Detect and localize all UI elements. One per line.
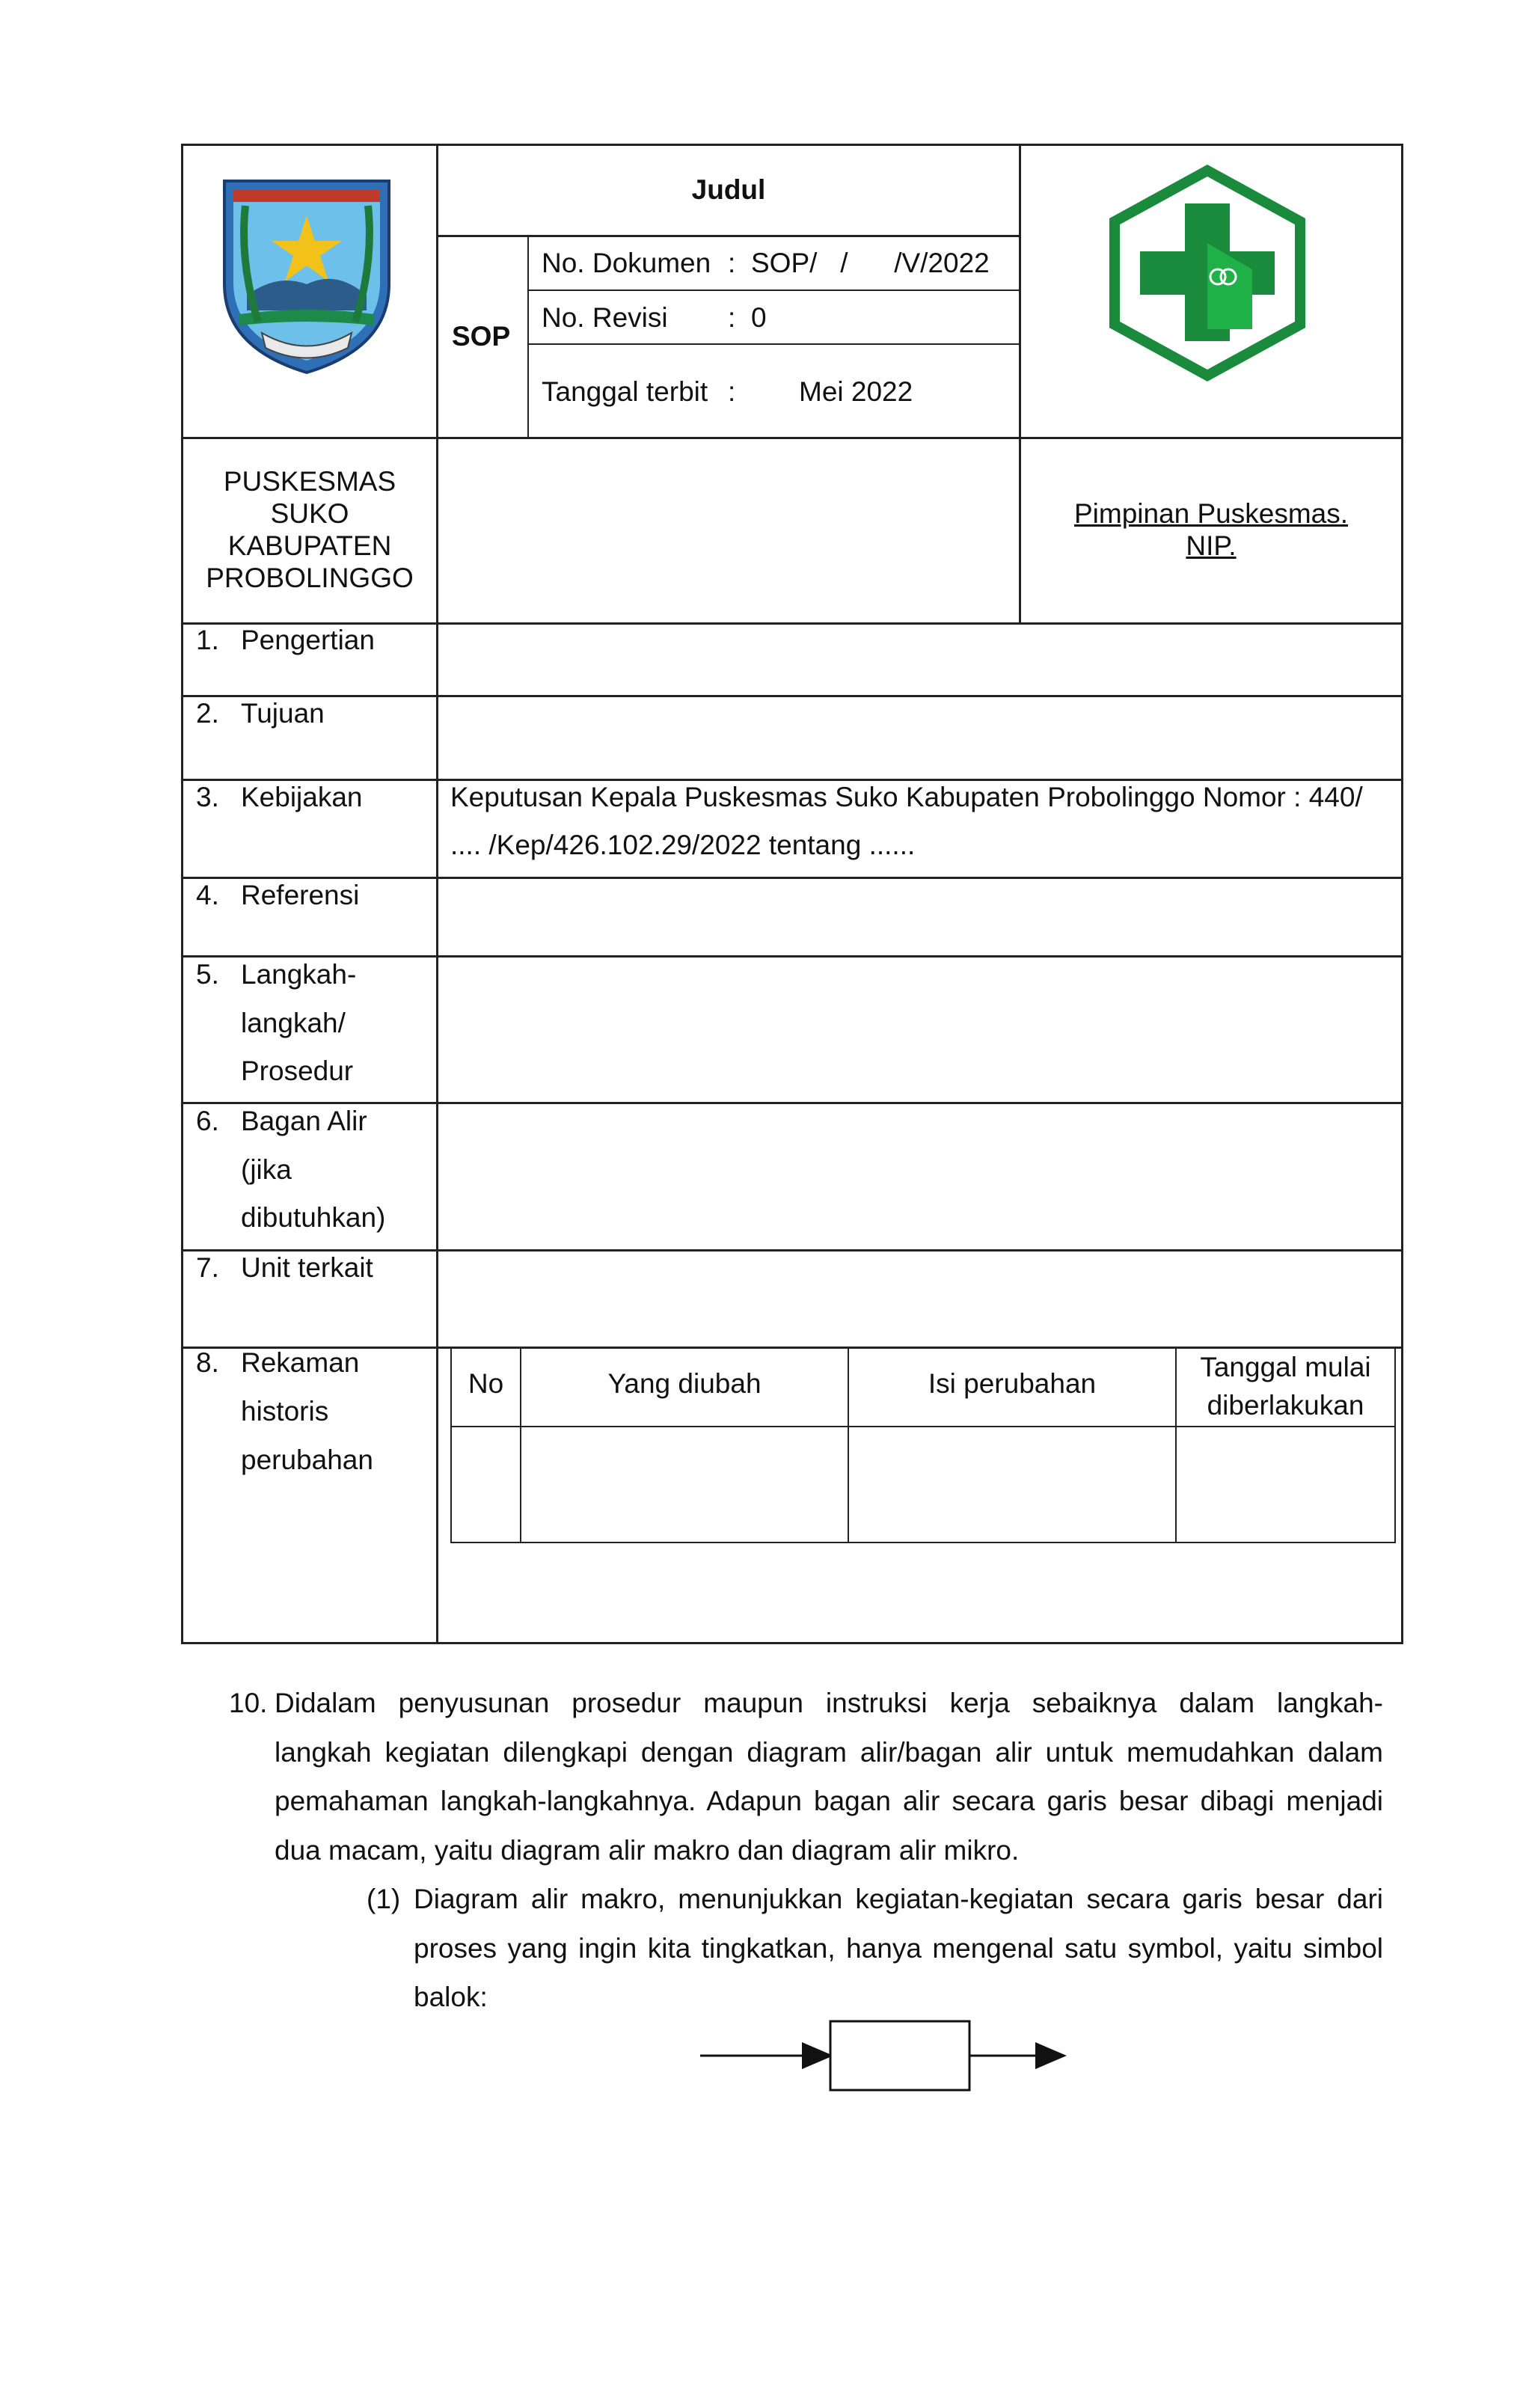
- organization-name: [183, 465, 436, 594]
- org-line-1: PUSKESMAS: [223, 466, 396, 497]
- history-col-no: No: [468, 1368, 504, 1399]
- section-3-content-line-1: Keputusan Kepala Puskesmas Suko Kabupaten Probolinggo Nomor : 440/: [450, 782, 1363, 812]
- section-8-label-line-3: perubahan: [241, 1445, 373, 1475]
- note-10-line-3: pemahaman langkah-langkahnya. Adapun bagan alir secara garis besar dibagi menjadi: [275, 1786, 1383, 1816]
- section-6-label-line-2: (jika: [241, 1154, 292, 1185]
- section-4-label: Referensi: [241, 880, 360, 910]
- note-10-paragraph: [275, 1679, 1383, 1875]
- section-6-label-line-1: Bagan Alir: [241, 1106, 367, 1136]
- note-10-line-4: dua macam, yaitu diagram alir makro dan diagram alir mikro.: [275, 1834, 1020, 1866]
- revision-separator: :: [728, 302, 736, 333]
- org-line-3: KABUPATEN: [227, 530, 392, 561]
- section-3-label: Kebijakan: [241, 782, 363, 812]
- issue-date-value: Mei 2022: [799, 376, 913, 407]
- section-6-number: 6.: [196, 1106, 219, 1136]
- section-5-label-line-2: langkah/: [241, 1008, 346, 1038]
- history-col-changed: Yang diubah: [607, 1368, 762, 1399]
- section-1-label: Pengertian: [241, 625, 375, 655]
- doc-number-value: SOP/ / /V/2022: [751, 248, 990, 278]
- flow-process-box-icon: [696, 2012, 1070, 2102]
- note-1-paragraph: [414, 1875, 1383, 2022]
- issue-date-separator: :: [728, 376, 736, 407]
- puskesmas-cross-icon: [1106, 165, 1309, 382]
- signatory-title: Pimpinan Puskesmas.: [1073, 498, 1349, 529]
- macro-flow-diagram: [696, 2012, 1070, 2102]
- org-line-2: SUKO: [270, 498, 349, 529]
- note-1-number: (1): [367, 1884, 401, 1914]
- note-1-line-3: balok:: [414, 1982, 488, 2012]
- section-3-content-line-2: .... /Kep/426.102.29/2022 tentang ......: [450, 830, 916, 860]
- revision-value: 0: [751, 302, 767, 333]
- section-7-label: Unit terkait: [241, 1252, 373, 1283]
- history-col-content: Isi perubahan: [928, 1368, 1097, 1399]
- issue-date-label: Tanggal terbit: [542, 376, 708, 407]
- signatory-nip: NIP.: [1186, 530, 1237, 561]
- section-8-number: 8.: [196, 1347, 219, 1378]
- section-1-number: 1.: [196, 625, 219, 655]
- history-col-date: [1177, 1348, 1394, 1424]
- revision-label: No. Revisi: [542, 302, 668, 333]
- section-5-label-line-3: Prosedur: [241, 1056, 354, 1086]
- history-col-date-line-1: Tanggal mulai: [1200, 1352, 1371, 1382]
- sop-label: SOP: [452, 321, 511, 352]
- section-8-label-line-2: historis: [241, 1396, 329, 1427]
- kabupaten-crest-logo: [217, 172, 396, 382]
- signatory-block: [1021, 497, 1401, 562]
- doc-number-label: No. Dokumen: [542, 248, 711, 278]
- section-6-label-line-3: dibutuhkan): [241, 1202, 386, 1233]
- note-10-line-2: langkah kegiatan dilengkapi dengan diagram alir/bagan alir untuk memudahkan dalam: [275, 1736, 1383, 1768]
- section-4-number: 4.: [196, 880, 219, 910]
- section-2-label: Tujuan: [241, 698, 325, 729]
- section-7-number: 7.: [196, 1252, 219, 1283]
- org-line-4: PROBOLINGGO: [206, 563, 414, 593]
- document-title: Judul: [691, 174, 766, 205]
- puskesmas-logo: [1106, 165, 1309, 382]
- doc-number-separator: :: [728, 248, 736, 278]
- section-8-label-line-1: Rekaman: [241, 1347, 360, 1378]
- section-2-number: 2.: [196, 698, 219, 729]
- section-5-number: 5.: [196, 959, 219, 990]
- section-5-label-line-1: Langkah-: [241, 959, 357, 990]
- note-10-line-1: Didalam penyusunan prosedur maupun instruksi kerja sebaiknya dalam langkah-: [275, 1688, 1383, 1718]
- note-1-line-1: Diagram alir makro, menunjukkan kegiatan-kegiatan secara garis besar dari: [414, 1884, 1383, 1914]
- note-1-line-2: proses yang ingin kita tingkatkan, hanya mengenal satu symbol, yaitu simbol: [414, 1932, 1383, 1964]
- section-3-number: 3.: [196, 782, 219, 812]
- history-col-date-line-2: diberlakukan: [1207, 1390, 1364, 1421]
- note-10-number: 10.: [229, 1688, 268, 1718]
- crest-shield-icon: [217, 172, 396, 382]
